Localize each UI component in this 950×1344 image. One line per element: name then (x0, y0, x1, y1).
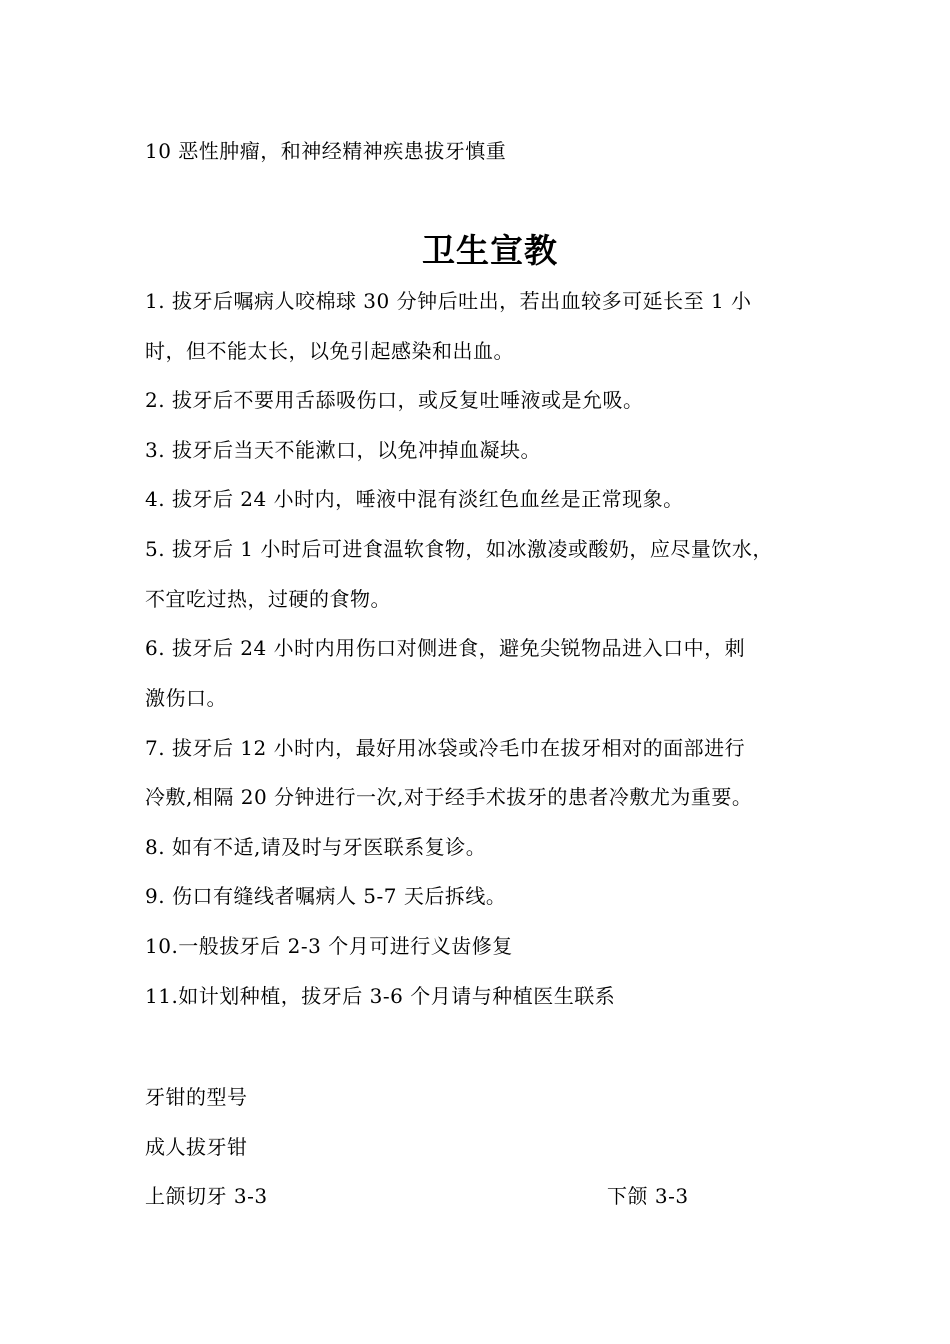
list-item: 3. 拔牙后当天不能漱口，以免冲掉血凝块。 (145, 438, 541, 462)
list-item-continued: 时，但不能太长，以免引起感染和出血。 (145, 339, 514, 363)
list-item: 2. 拔牙后不要用舌舔吸伤口，或反复吐唾液或是允吸。 (145, 388, 644, 412)
list-item: 11.如计划种植，拔牙后 3-6 个月请与种植医生联系 (145, 984, 616, 1008)
list-item-continued: 冷敷,相隔 20 分钟进行一次,对于经手术拔牙的患者冷敷尤为重要。 (145, 785, 753, 809)
forceps-upper: 上颌切牙 3-3 (145, 1184, 268, 1208)
list-item: 10.一般拔牙后 2-3 个月可进行义齿修复 (145, 934, 513, 958)
list-item: 4. 拔牙后 24 小时内，唾液中混有淡红色血丝是正常现象。 (145, 487, 684, 511)
list-item-continued: 激伤口。 (145, 686, 227, 710)
list-item-top: 10 恶性肿瘤，和神经精神疾患拔牙慎重 (145, 139, 507, 163)
list-item: 7. 拔牙后 12 小时内，最好用冰袋或冷毛巾在拔牙相对的面部进行 (145, 736, 746, 760)
list-item: 1. 拔牙后嘱病人咬棉球 30 分钟后吐出，若出血较多可延长至 1 小 (145, 289, 752, 313)
list-item: 8. 如有不适,请及时与牙医联系复诊。 (145, 835, 487, 859)
forceps-heading: 牙钳的型号 (145, 1085, 248, 1109)
list-item: 5. 拔牙后 1 小时后可进食温软食物，如冰激凌或酸奶，应尽量饮水， (145, 537, 773, 561)
list-item: 6. 拔牙后 24 小时内用伤口对侧进食，避免尖锐物品进入口中，刺 (145, 636, 746, 660)
section-title: 卫生宣教 (422, 231, 558, 270)
list-item: 9. 伤口有缝线者嘱病人 5-7 天后拆线。 (145, 884, 507, 908)
forceps-subheading: 成人拔牙钳 (145, 1135, 248, 1159)
forceps-lower: 下颌 3-3 (607, 1184, 689, 1208)
list-item-continued: 不宜吃过热，过硬的食物。 (145, 587, 391, 611)
